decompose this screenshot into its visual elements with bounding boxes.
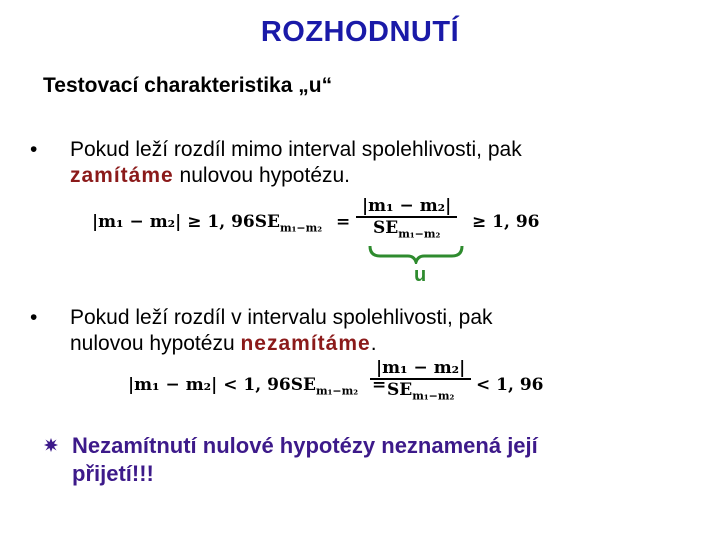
bullet-text-post: . (370, 332, 377, 355)
bullet-text-line1: Pokud leží rozdíl mimo interval spolehlivosti, pak (70, 138, 522, 161)
formula-not-reject-rhs: < 1, 96 (476, 375, 544, 395)
formula-lhs: |m₁ − m₂| ≥ 1, 96SE (92, 212, 280, 232)
formula-reject-lhs (92, 212, 350, 234)
emphasis-reject: zamítáme (70, 164, 174, 187)
bullet-text-line2 (70, 163, 350, 188)
bullet-marker: • (30, 306, 38, 329)
fraction-numerator: |m₁ − m₂| (370, 358, 471, 380)
page-title: ROZHODNUTÍ (260, 16, 460, 48)
statistic-u-label: u (414, 264, 427, 286)
fraction-numerator: |m₁ − m₂| (356, 196, 457, 218)
bullet-marker: • (30, 138, 38, 161)
note-line1: Nezamítnutí nulové hypotézy neznamená její (72, 433, 538, 458)
bullet-text-pre: nulovou hypotézu (70, 332, 241, 355)
formula-lhs: |m₁ − m₂| < 1, 96SE (128, 375, 316, 395)
bullet-text-line1: Pokud leží rozdíl v intervalu spolehlivosti, pak (70, 306, 493, 329)
square-burst-icon (44, 438, 58, 452)
formula-reject-fraction (356, 196, 457, 240)
fraction-denominator: SE (372, 218, 399, 238)
formula-equals: = (372, 375, 387, 395)
bullet-text-rest: nulovou hypotézu. (173, 164, 351, 187)
underbrace-icon (368, 244, 464, 264)
emphasis-not-reject: nezamítáme (240, 332, 371, 355)
formula-lhs-subscript: m₁−m₂ (279, 221, 323, 235)
fraction-denominator-subscript: m₁−m₂ (412, 389, 455, 403)
formula-not-reject-fraction (370, 358, 471, 402)
formula-lhs-subscript: m₁−m₂ (315, 384, 359, 398)
fraction-denominator-subscript: m₁−m₂ (398, 227, 441, 241)
bullet-text-line2 (70, 331, 377, 356)
formula-equals: = (336, 212, 351, 232)
formula-reject-rhs: ≥ 1, 96 (472, 212, 540, 232)
formula-not-reject-lhs (128, 375, 386, 397)
fraction-denominator: SE (386, 380, 413, 400)
note-line2: přijetí!!! (72, 461, 154, 486)
subtitle: Testovací charakteristika „u“ (43, 74, 333, 97)
